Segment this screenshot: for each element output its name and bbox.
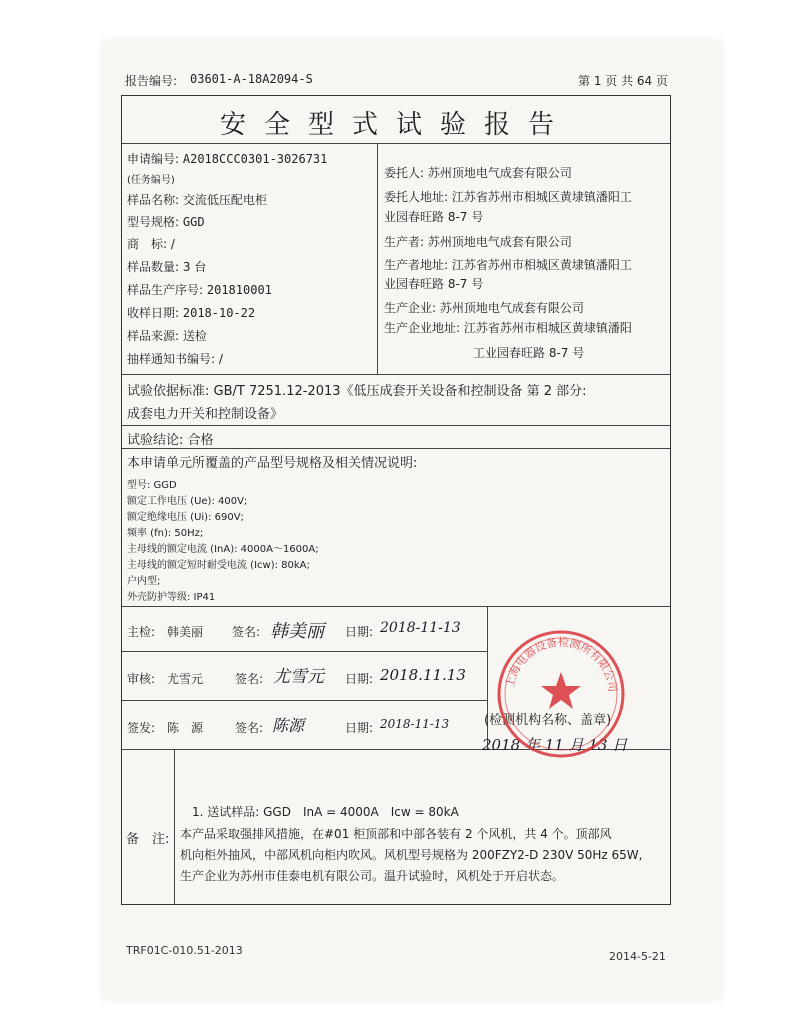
remarks-line2: 本产品采取强排风措施，在#01 柜顶部和中部各装有 2 个风机，共 4 个。顶部风 [180, 827, 612, 841]
scope-line: 主母线的额定短时耐受电流 (Icw): 80kA; [127, 560, 310, 571]
producer-value: 苏州顶地电气成套有限公司 [427, 235, 572, 249]
reviewer-sign-label: 签名: [235, 672, 264, 686]
source-label: 样品来源: [127, 329, 180, 343]
report-number-label: 报告编号: [125, 74, 178, 88]
reviewer-name: 尤雪元 [167, 672, 204, 686]
sample-name-label: 样品名称: [127, 193, 180, 207]
factory-addr-line2: 工业园春旺路 8-7 号 [473, 346, 585, 360]
model-label: 型号规格: [127, 215, 180, 229]
source-value: 送检 [182, 329, 207, 343]
stamp-date: 2018 年 11 月 13 日 [482, 736, 628, 754]
client-value: 苏州顶地电气成套有限公司 [427, 166, 572, 180]
inspector-date-label: 日期: [345, 625, 374, 639]
producer-addr-label: 生产者地址: [384, 258, 449, 272]
quantity-label: 样品数量: [127, 260, 180, 274]
issuer-date: 2018-11-13 [380, 717, 450, 731]
basis-line2: 成套电力开关和控制设备》 [127, 407, 284, 422]
reviewer-date-label: 日期: [345, 672, 374, 686]
sample-name-value: 交流低压配电柜 [182, 193, 267, 207]
factory-value: 苏州顶地电气成套有限公司 [439, 301, 584, 315]
factory-addr-label: 生产企业地址: [384, 321, 461, 335]
received-date-label: 收样日期: [127, 306, 180, 320]
inspector-role: 主检: [127, 625, 156, 639]
producer-addr-line1: 江苏省苏州市相城区黄埭镇潘阳工 [451, 258, 632, 272]
inspector-sign-label: 签名: [232, 625, 261, 639]
conclusion-label: 试验结论: [127, 433, 184, 448]
producer-label: 生产者: [384, 235, 425, 249]
report-title: 安全型式试验报告 [219, 110, 572, 140]
remarks-line4: 生产企业为苏州市佳泰电机有限公司。温升试验时，风机处于开启状态。 [180, 869, 565, 883]
stamp-ring-text: 上海电器设备检测所有限公司 [503, 635, 620, 693]
trademark-label: 商 标: [127, 237, 168, 251]
reviewer-role: 审核: [127, 672, 156, 686]
model-value: GGD [182, 215, 205, 229]
stamp-star-icon [541, 672, 581, 709]
basis-line1: GB/T 7251.12-2013《低压成套开关设备和控制设备 第 2 部分: [213, 384, 587, 399]
inspector-name: 韩美丽 [167, 625, 204, 639]
scope-line: 外壳防护等级: IP41 [127, 592, 216, 603]
serial-label: 样品生产序号: [127, 283, 204, 297]
reviewer-date: 2018.11.13 [380, 666, 466, 684]
issuer-name: 陈 源 [167, 721, 204, 735]
report-table [121, 95, 671, 905]
scope-line: 额定工作电压 (Ue): 400V; [127, 496, 248, 507]
producer-addr-line2: 业园春旺路 8-7 号 [384, 277, 484, 291]
factory-label: 生产企业: [384, 301, 437, 315]
inspector-date: 2018-11-13 [380, 620, 461, 636]
page-info: 第 1 页 共 64 页 [578, 74, 668, 88]
stamp-caption: (检测机构名称、盖章) [484, 713, 612, 728]
serial-value: 201810001 [206, 283, 272, 297]
client-addr-line1: 江苏省苏州市相城区黄埭镇潘阳工 [451, 190, 632, 204]
form-number: TRF01C-010.51-2013 [126, 944, 243, 957]
remarks-label: 备 注: [126, 832, 170, 847]
remarks-line3: 机向柜外抽风，中部风机向柜内吹风。风机型号规格为 200FZY2-D 230V 50Hz 65W, [180, 848, 643, 862]
trademark-value: / [170, 237, 175, 251]
client-addr-line2: 业园春旺路 8-7 号 [384, 210, 484, 224]
issuer-signature: 陈源 [272, 716, 305, 735]
factory-addr-line1: 江苏省苏州市相城区黄埭镇潘阳 [463, 321, 632, 335]
task-no-label: (任务编号) [127, 175, 175, 186]
remarks-line1: 1. 送试样品: GGD InA = 4000A Icw = 80kA [192, 805, 459, 819]
scope-line: 型号: GGD [127, 480, 177, 491]
scope-line: 额定绝缘电压 (Ui): 690V; [127, 512, 244, 523]
issuer-date-label: 日期: [345, 721, 374, 735]
report-number: 03601-A-18A2094-S [190, 72, 313, 86]
client-label: 委托人: [384, 166, 425, 180]
app-no-label: 申请编号: [127, 152, 180, 166]
scope-line: 户内型; [127, 576, 161, 587]
conclusion-value: 合格 [187, 433, 214, 448]
scope-line: 主母线的额定电流 (InA): 4000A～1600A; [127, 544, 319, 555]
sampling-notice-value: / [218, 352, 223, 366]
scope-heading: 本申请单元所覆盖的产品型号规格及相关情况说明: [127, 456, 418, 471]
quantity-value: 3 台 [182, 260, 207, 274]
client-addr-label: 委托人地址: [384, 190, 449, 204]
inspector-signature: 韩美丽 [270, 621, 324, 642]
issuer-sign-label: 签名: [235, 721, 264, 735]
basis-label: 试验依据标准: [127, 384, 210, 399]
received-date-value: 2018-10-22 [182, 306, 256, 320]
official-stamp [495, 628, 627, 760]
sampling-notice-label: 抽样通知书编号: [127, 352, 216, 366]
app-no-value: A2018CCC0301-3026731 [182, 152, 328, 166]
reviewer-signature: 尤雪元 [273, 667, 324, 687]
form-date: 2014-5-21 [609, 950, 666, 963]
issuer-role: 签发: [127, 721, 156, 735]
scope-line: 频率 (fn): 50Hz; [127, 528, 204, 539]
